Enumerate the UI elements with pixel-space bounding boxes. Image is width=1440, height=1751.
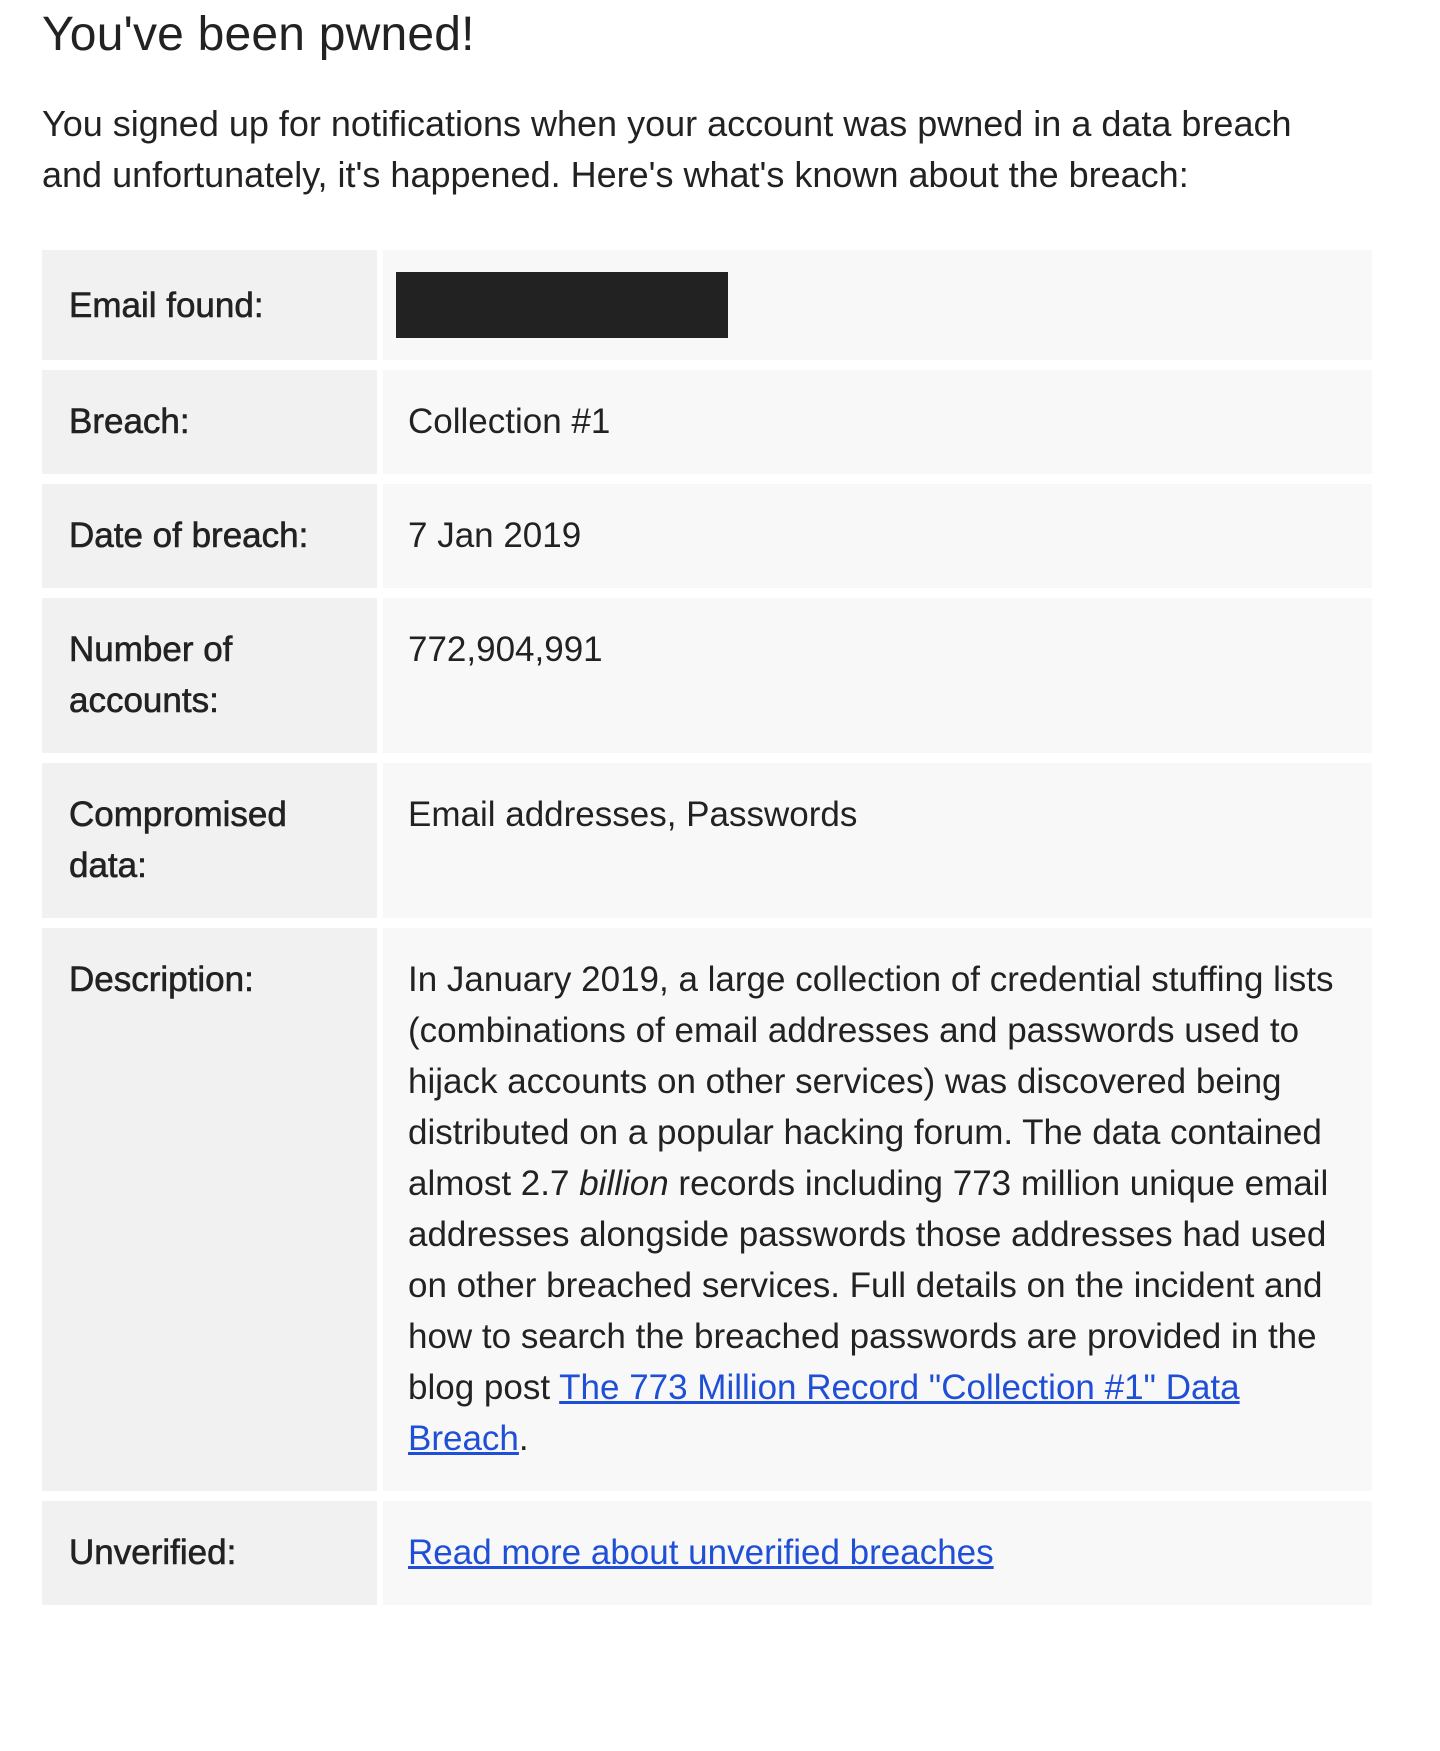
blog-post-link[interactable]: The 773 Million Record "Collection #1" Data Breach [408,1368,1240,1458]
breach-value: Collection #1 [377,370,1372,474]
date-of-breach-value: 7 Jan 2019 [377,484,1372,588]
description-label: Description: [42,928,377,1491]
number-of-accounts-value: 772,904,991 [377,598,1372,753]
notification-email [42,0,1372,1625]
intro-paragraph: You signed up for notifications when your account was pwned in a data breach and unfortunately, it's happened. Here's what's known about the breach: [42,103,1292,195]
unverified-value [377,1501,1372,1605]
table-row [42,370,1372,474]
email-found-value [377,250,1372,360]
redacted-email-block [396,272,728,338]
table-row [42,1501,1372,1605]
table-row [42,484,1372,588]
description-text-after: . [518,1419,529,1458]
table-row [42,928,1372,1491]
compromised-data-value: Email addresses, Passwords [377,763,1372,918]
description-emphasis: billion [579,1164,669,1203]
page-title: You've been pwned! [42,8,475,61]
table-row [42,250,1372,360]
date-of-breach-label: Date of breach: [42,484,377,588]
email-found-label: Email found: [42,250,377,360]
description-text-middle: records including 773 million unique email addresses alongside passwords those addresses had used on other breached services. Full details on the incident and how to search the breached passwords are provided in the blog post [408,1164,1329,1407]
unverified-breaches-link[interactable]: Read more about unverified breaches [408,1533,994,1572]
compromised-data-label: Compromised data: [42,763,377,918]
table-row [42,598,1372,753]
breach-label: Breach: [42,370,377,474]
table-row [42,763,1372,918]
description-text-before: In January 2019, a large collection of credential stuffing lists (combinations of email addresses and passwords used to hijack accounts on other services) was discovered being distributed on a popular hacking forum. The data contained almost 2.7 [408,960,1334,1203]
description-value [377,928,1372,1491]
breach-details-table [42,240,1372,1615]
unverified-label: Unverified: [42,1501,377,1605]
number-of-accounts-label: Number of accounts: [42,598,377,753]
